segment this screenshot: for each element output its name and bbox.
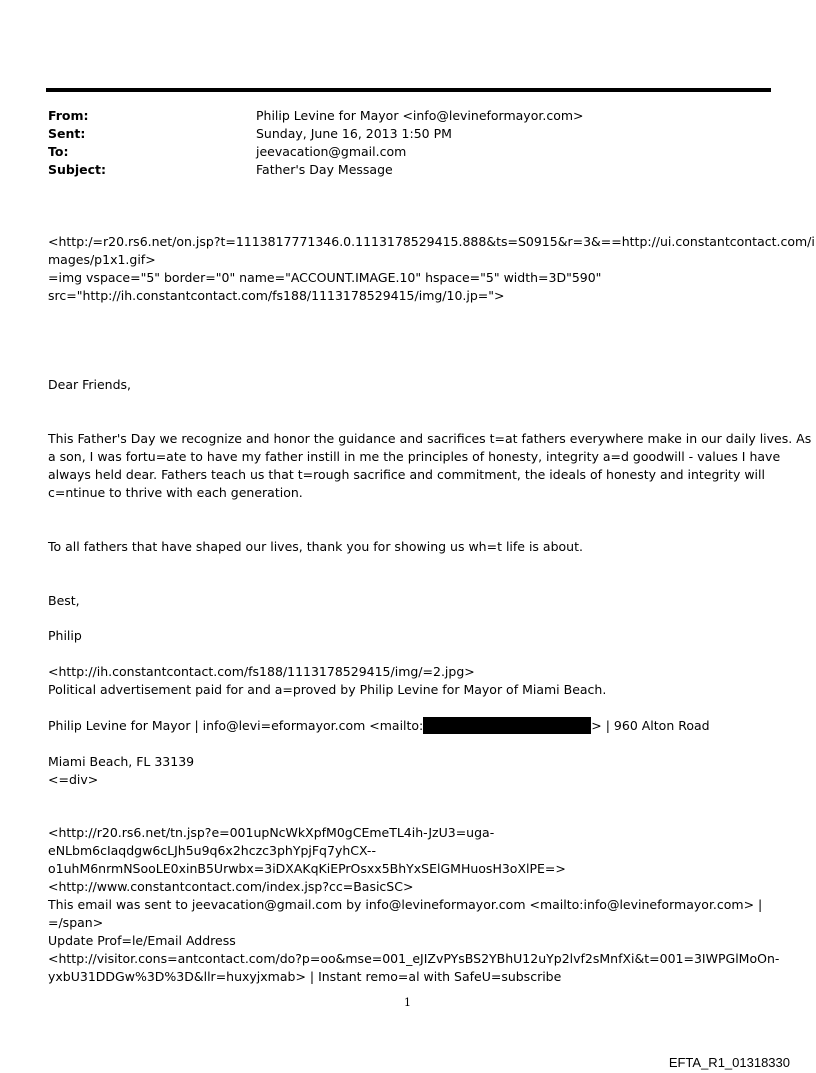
footer-line: =/span> (48, 915, 104, 930)
subject-label: Subject: (48, 162, 106, 177)
paragraph-line: always held dear. Fathers teach us that t=rough sacrifice and commitment, the ideals of honesty and integrity will (48, 467, 765, 482)
to-label: To: (48, 144, 69, 159)
image-code-line: <http:/=r20.rs6.net/on.jsp?t=1113817771346.0.1113178529415.888&ts=S0915&r=3&==http://ui.constantcontact.com/i (48, 234, 815, 249)
contact-text (48, 717, 776, 735)
footer-line: o1uhM6nrmNSooLE0xinB5Urwbx=3iDXAKqKiEPrOsxx5BhYxSElGMHuosH3oXlPE=> (48, 861, 566, 876)
subject-row (48, 161, 584, 179)
from-row (48, 107, 584, 125)
footer-line: Update Prof=le/Email Address (48, 933, 236, 948)
footer-line: <http://visitor.cons=antcontact.com/do?p=oo&mse=001_eJIZvPYsBS2YBhU12uYp2lvf2sMnfXi&t=001=3IWPGlMoOn- (48, 951, 780, 966)
to-row (48, 143, 584, 161)
image-code-block (48, 233, 815, 305)
image-link: <http://ih.constantcontact.com/fs188/1113178529415/img/=2.jpg> (48, 664, 475, 679)
image-code-line: =img vspace="5" border="0" name="ACCOUNT.IMAGE.10" hspace="5" width=3D"590" (48, 270, 602, 285)
paragraph-line: This Father's Day we recognize and honor the guidance and sacrifices t=at fathers everywhere make in our daily lives. As (48, 431, 812, 446)
city-text: Miami Beach, FL 33139 (48, 754, 195, 769)
political-ad-text: Political advertisement paid for and a=proved by Philip Levine for Mayor of Miami Beach. (48, 682, 607, 697)
document-id: EFTA_R1_01318330 (668, 1055, 790, 1070)
greeting-text: Dear Friends, (48, 377, 132, 392)
closing (48, 592, 776, 610)
address-block (48, 753, 776, 789)
page-number: 1 (404, 996, 411, 1009)
closing-text: Best, (48, 593, 80, 608)
paragraph-line: c=ntinue to thrive with each generation. (48, 485, 303, 500)
footer-line: eNLbm6cIaqdgw6cLJh5u9q6x2hczc3phYpjFq7yhCX-- (48, 843, 376, 858)
message-paragraph (48, 430, 812, 502)
from-value: Philip Levine for Mayor <info@levineformayor.com> (256, 108, 584, 123)
footer-line: yxbU31DDGw%3D%3D&llr=huxyjxmab> | Instant remo=al with SafeU=subscribe (48, 969, 562, 984)
signature-text: Philip (48, 628, 82, 643)
header-rule (46, 88, 771, 92)
contact-line (48, 717, 776, 735)
sent-row (48, 125, 584, 143)
contact-before: Philip Levine for Mayor | info@levi=eformayor.com <mailto: (48, 718, 424, 733)
ad-block (48, 663, 776, 699)
footer-line: This email was sent to jeevacation@gmail.com by info@levineformayor.com <mailto:info@levineformayor.com> | (48, 897, 763, 912)
contact-after: > | 960 Alton Road (591, 718, 710, 733)
greeting (48, 376, 776, 394)
subject-value: Father's Day Message (256, 162, 393, 177)
div-close-text: <=div> (48, 772, 99, 787)
thanks-text: To all fathers that have shaped our lives, thank you for showing us wh=t life is about. (48, 539, 583, 554)
footer-line: <http://r20.rs6.net/tn.jsp?e=001upNcWkXpfM0gCEmeTL4ih-JzU3=uga- (48, 825, 495, 840)
sent-label: Sent: (48, 126, 86, 141)
footer-line: <http://www.constantcontact.com/index.jsp?cc=BasicSC> (48, 879, 414, 894)
paragraph-line: a son, I was fortu=ate to have my father instill in me the principles of honesty, integrity a=d goodwill - values I have (48, 449, 781, 464)
footer-block (48, 824, 780, 986)
sent-value: Sunday, June 16, 2013 1:50 PM (256, 126, 452, 141)
thanks-line (48, 538, 776, 556)
signature (48, 627, 776, 645)
image-code-line: mages/p1x1.gif> (48, 252, 156, 267)
to-value: jeevacation@gmail.com (256, 144, 407, 159)
email-header (48, 107, 584, 179)
image-code-line: src="http://ih.constantcontact.com/fs188/1113178529415/img/10.jp="> (48, 288, 505, 303)
from-label: From: (48, 108, 89, 123)
redaction-box (423, 717, 591, 734)
